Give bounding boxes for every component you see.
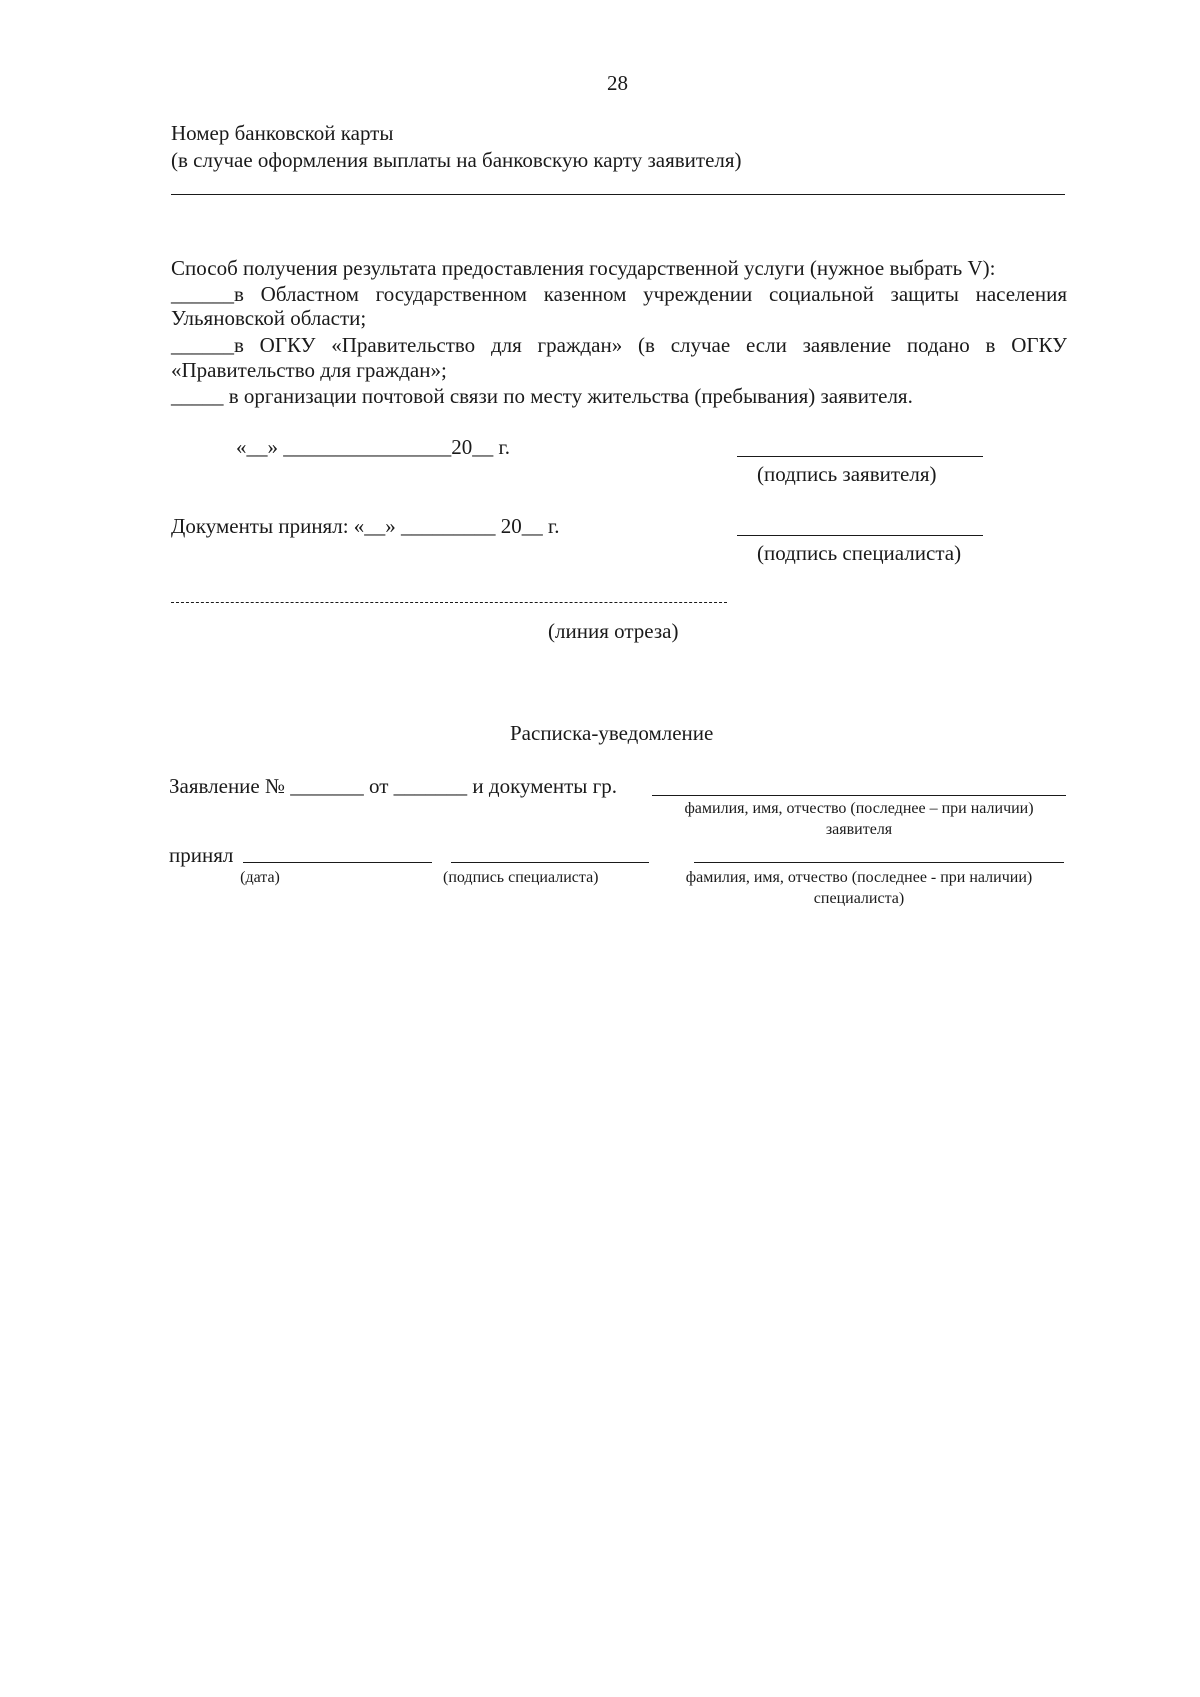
receipt-option-ogku-social-cont: Ульяновской области;: [171, 306, 367, 330]
applicant-signature-line[interactable]: [737, 456, 983, 457]
specialist-name-line[interactable]: [694, 862, 1064, 863]
bank-card-title: Номер банковской карты: [171, 121, 394, 145]
cut-line-label: (линия отреза): [548, 619, 679, 643]
specialist-signature-caption: (подпись специалиста): [757, 541, 962, 565]
applicant-name-line[interactable]: [652, 795, 1066, 796]
accepted-label: принял: [169, 843, 234, 867]
date-caption: (дата): [240, 869, 280, 886]
documents-accepted-date: Документы принял: «__» _________ 20__ г.: [171, 514, 560, 538]
receipt-title: Расписка-уведомление: [510, 721, 714, 745]
receipt-option-pravitelstvo-cont: «Правительство для граждан»;: [171, 358, 447, 382]
applicant-date: «__» ________________20__ г.: [236, 435, 510, 459]
receipt-statement: Заявление № _______ от _______ и документы гр.: [169, 774, 617, 798]
accepted-date-line[interactable]: [243, 862, 432, 863]
cut-line: [171, 602, 727, 603]
accepted-signature-line[interactable]: [451, 862, 649, 863]
applicant-name-caption: фамилия, имя, отчество (последнее – при наличии): [684, 800, 1034, 817]
bank-card-number-line[interactable]: [171, 194, 1065, 195]
receipt-method-heading: Способ получения результата предоставления государственной услуги (нужное выбрать V):: [171, 256, 996, 280]
receipt-option-post: _____ в организации почтовой связи по месту жительства (пребывания) заявителя.: [171, 384, 913, 408]
specialist-name-caption-2: специалиста): [813, 890, 905, 907]
signature-caption: (подпись специалиста): [443, 869, 599, 886]
applicant-name-caption-2: заявителя: [825, 821, 893, 838]
page-number: 28: [607, 71, 628, 95]
specialist-signature-line[interactable]: [737, 535, 983, 536]
specialist-name-caption: фамилия, имя, отчество (последнее - при наличии): [685, 869, 1033, 886]
applicant-signature-caption: (подпись заявителя): [757, 462, 937, 486]
bank-card-subtitle: (в случае оформления выплаты на банковскую карту заявителя): [171, 148, 742, 172]
receipt-option-pravitelstvo: ______в ОГКУ «Правительство для граждан» (в случае если заявление подано в ОГКУ: [171, 333, 1067, 357]
receipt-option-ogku-social: ______в Областном государственном казенном учреждении социальной защиты населения: [171, 282, 1067, 306]
